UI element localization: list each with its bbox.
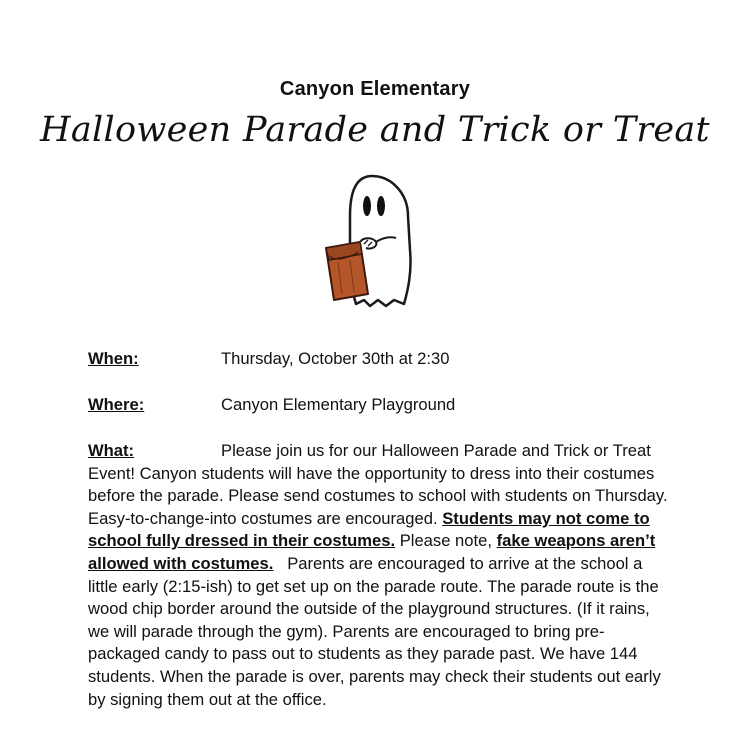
when-value: Thursday, October 30th at 2:30 — [221, 349, 450, 368]
where-row — [88, 394, 456, 417]
what-paragraph — [88, 440, 668, 711]
weapons-rule: fake weapons aren’t allowed with costumes. — [88, 531, 656, 573]
costume-rule: Students may not come to school fully dressed in their costumes. — [88, 508, 650, 551]
when-label: When: — [88, 349, 139, 368]
what-text-intro: Please join us for our Halloween Parade and Trick or Treat Event! Canyon students will have the opportunity to dress into their costumes before the parade. Please send costumes to school with students on Thursday. Easy-to-change-into costumes are encouraged. — [88, 441, 668, 528]
ghost-icon — [320, 172, 430, 310]
what-text-details: Parents are encouraged to arrive at the school a little early (2:15-ish) to get set up on the parade route. The parade route is the wood chip border around the outside of the playground structures. (If it rains, we will parade through the gym). Parents are encouraged to bring pre-packaged candy to pass out to students as they parade past. We have 144 students. When the parade is over, parents may check their students out early by signing them out at the office. — [88, 553, 661, 709]
school-name: Canyon Elementary — [279, 78, 471, 100]
event-title: Halloween Parade and Trick or Treat — [40, 110, 710, 150]
where-label: Where: — [88, 395, 145, 414]
where-value: Canyon Elementary Playground — [221, 395, 456, 414]
what-label: What: — [88, 441, 135, 460]
when-row — [88, 348, 450, 371]
what-text-note: Please note, — [399, 531, 492, 551]
